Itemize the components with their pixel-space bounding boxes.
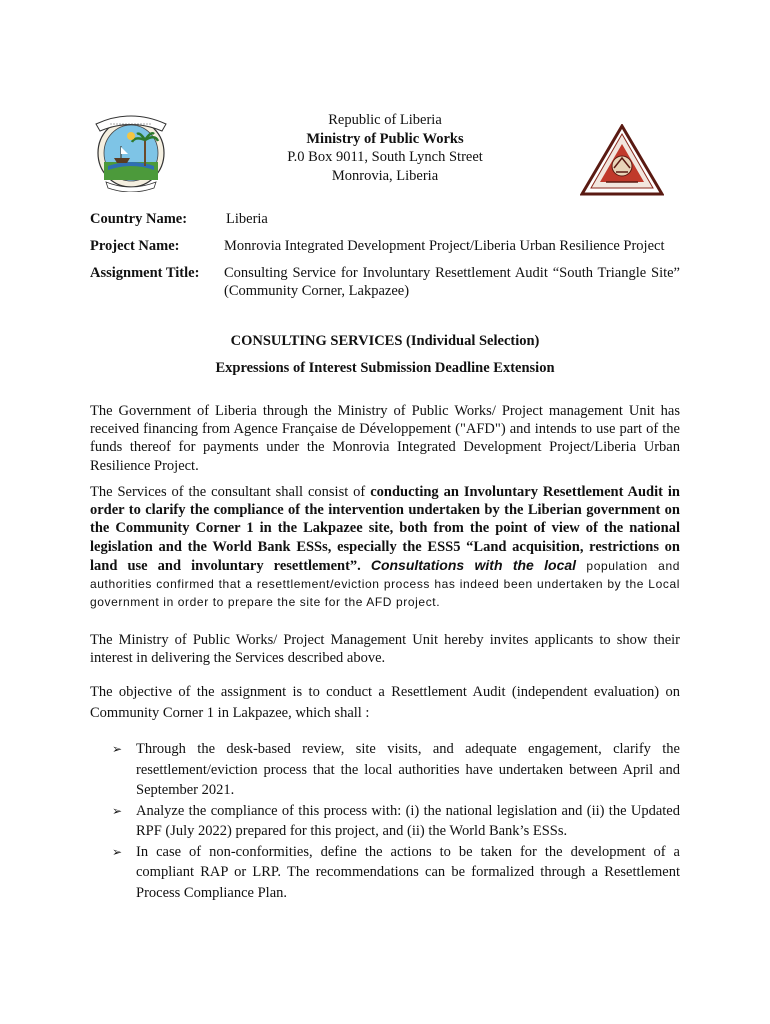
services-ending: population and authorities confirmed that a resettlement/eviction process has indeed been undertaken by the Local government in order to prepare the site for the AFD project. [90, 558, 680, 610]
letterhead-republic: Republic of Liberia [328, 112, 442, 128]
letterhead-city: Monrovia, Liberia [331, 167, 439, 184]
letterhead-ministry: Ministry of Public Works [306, 130, 464, 147]
bullet-text: Analyze the compliance of this process with: (i) the national legislation and (ii) the Updated RPF (July 2022) prepared for this project, and (ii) the World Bank’s ESSs. [136, 802, 680, 839]
liberia-seal-icon [90, 110, 172, 192]
deadline-heading: Expressions of Interest Submission Deadline Extension [215, 360, 555, 376]
bullet-text: In case of non-conformities, define the actions to be taken for the development of a compliant RAP or LRP. The recommendations can be formalized through a Resettlement Process Compliance Plan. [136, 843, 680, 901]
list-item [112, 801, 680, 842]
arrow-bullet-icon: ➢ [112, 844, 123, 859]
country-value: Liberia [226, 211, 268, 227]
arrow-bullet-icon: ➢ [112, 742, 123, 756]
project-value: Monrovia Integrated Development Project/Liberia Urban Resilience Project [224, 238, 665, 254]
project-label: Project Name: [90, 238, 180, 254]
paragraph-financing: The Government of Liberia through the Ministry of Public Works/ Project management Unit has received financing from Agence Française de Développement ("AFD") and intends to use part of the funds thereof for payments under the Monrovia Integrated Development Project/Liberia Urban Resilience Project. [90, 403, 680, 474]
paragraph-objective: The objective of the assignment is to conduct a Resettlement Audit (independent evaluation) on Community Corner 1 in Lakpazee, which shall : [90, 684, 680, 721]
bullet-text: Through the desk-based review, site visits, and adequate engagement, clarify the resettlement/eviction process that the local authorities have undertaken between April and September 2021. [136, 741, 680, 798]
assignment-value: Consulting Service for Involuntary Resettlement Audit “South Triangle Site” (Community Corner, Lakpazee) [224, 265, 680, 299]
services-heading: CONSULTING SERVICES (Individual Selection) [230, 333, 540, 349]
ministry-emblem-icon [580, 124, 664, 198]
arrow-bullet-icon: ➢ [112, 803, 123, 818]
list-item [112, 739, 680, 801]
services-intro: The Services of the consultant shall consist of [90, 484, 371, 500]
paragraph-services [90, 483, 680, 611]
objective-bullet-list [112, 739, 680, 903]
letterhead [230, 111, 540, 185]
assignment-label: Assignment Title: [90, 265, 200, 281]
country-label: Country Name: [90, 211, 188, 227]
letterhead-address: P.0 Box 9011, South Lynch Street [287, 149, 483, 165]
services-bold: conducting an Involuntary Resettlement Audit in order to clarify the compliance of the intervention undertaken by the Liberian government on the Community Corner 1 in the Lakpazee site, both from the point of view of the national legislation and the World Bank ESSs, especially the ESS5 “Land acquisition, restrictions on land use and involuntary resettlement”. [90, 484, 680, 574]
paragraph-invitation: The Ministry of Public Works/ Project Management Unit hereby invites applicants to show their interest in delivering the Services described above. [90, 632, 680, 667]
services-consultations: Consultations with the local [370, 556, 577, 573]
list-item [112, 842, 680, 904]
